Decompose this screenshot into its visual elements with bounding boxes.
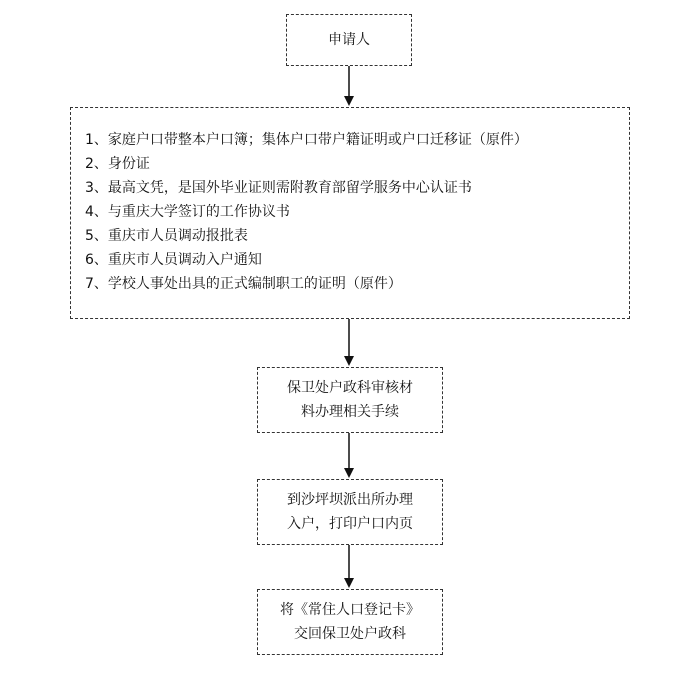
step-return-card-box (257, 589, 443, 655)
step-return-card-line1: 将《常住人口登记卡》 (280, 602, 420, 618)
step-police-station-box (257, 479, 443, 545)
step-documents-box (70, 107, 630, 319)
document-list (85, 128, 629, 296)
step-return-card-line2: 交回保卫处户政科 (294, 626, 406, 642)
step-review-box (257, 367, 443, 433)
step-police-station-line2: 入户，打印户口内页 (287, 516, 413, 532)
arrow-2-to-3 (344, 319, 354, 366)
step-return-card-text (280, 598, 420, 646)
document-item: 7、学校人事处出具的正式编制职工的证明（原件） (85, 276, 402, 292)
arrow-4-to-5 (344, 545, 354, 588)
document-item: 2、身份证 (85, 156, 150, 172)
arrow-3-to-4 (344, 433, 354, 478)
step-review-line1: 保卫处户政科审核材 (287, 380, 413, 396)
document-item: 1、家庭户口带整本户口簿；集体户口带户籍证明或户口迁移证（原件） (85, 132, 528, 148)
step-applicant-box (286, 14, 412, 66)
step-police-station-text (287, 488, 413, 536)
step-applicant-label: 申请人 (328, 32, 370, 48)
step-police-station-line1: 到沙坪坝派出所办理 (287, 492, 413, 508)
step-review-line2: 料办理相关手续 (301, 404, 399, 420)
arrow-1-to-2 (344, 66, 354, 106)
document-item: 6、重庆市人员调动入户通知 (85, 252, 262, 268)
document-item: 4、与重庆大学签订的工作协议书 (85, 204, 290, 220)
document-item: 3、最高文凭，是国外毕业证则需附教育部留学服务中心认证书 (85, 180, 472, 196)
document-item: 5、重庆市人员调动报批表 (85, 228, 248, 244)
step-review-text (287, 376, 413, 424)
